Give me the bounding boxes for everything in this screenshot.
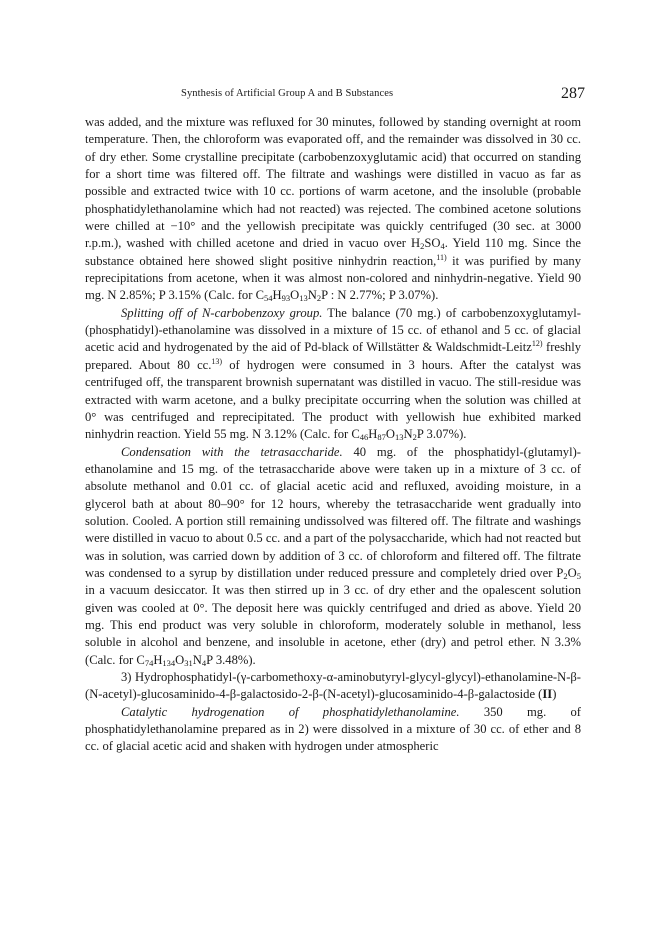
text-run: P 3.07%). <box>416 427 467 442</box>
subscript: 5 <box>576 570 581 581</box>
subscript: 54 <box>263 293 273 304</box>
text-run: P : N 2.77%; P 3.07%). <box>321 288 439 303</box>
text-run: O <box>290 288 300 303</box>
text-run: H <box>272 288 282 303</box>
bold-run: II <box>542 687 553 702</box>
subscript: 31 <box>184 657 193 668</box>
subscript: 4 <box>201 657 207 668</box>
text-run: 40 mg. of the phosphatidyl-(glutamyl)-ethanolamine and 15 mg. of the tetrasaccharide above were taken up in a mixture of 3 cc. of absolute methanol and 0.01 cc. of glacial acetic acid and refluxed, avoiding moisture, in a glycerol bath at about 80–90° for 12 hours, whereby the tetrasaccharide went gradually into solution. Cooled. A portion still remaining undissolved was filtered off. The filtrate and washings were distilled in vacuo to about 0.5 cc. and a part of the polysaccharide, which had not reacted but was in solution, was carried down by addition of 3 cc. of chloroform and filtered off. The filtrate was condensed to a syrup by distillation under reduced pressure and completely dried over P <box>85 444 581 580</box>
subscript: 2 <box>563 570 568 581</box>
paragraph-p5 <box>85 704 581 756</box>
text-run: of hydrogen were consumed in 3 hours. After the catalyst was centrifuged off, the transparent brownish supernatant was distilled in vacuo. The still-residue was extracted with warm acetone, and a bulky precipitate occurring when the solution was chilled at 0° was centrifuged and reprecipitated. The product with yellowish hue exhibited marked ninhydrin reaction. Yield 55 mg. N 3.12% (Calc. for C <box>85 357 581 442</box>
text-run: O <box>175 652 185 667</box>
italic-run: Catalytic hydrogenation of phosphatidylethanolamine. <box>121 704 460 719</box>
subscript: 2 <box>420 241 425 252</box>
text-run: freshly prepared. About 80 cc. <box>85 340 581 372</box>
subscript: 13 <box>395 432 404 443</box>
paragraph-p4 <box>85 669 581 704</box>
page-number: 287 <box>561 85 585 102</box>
page-header <box>85 85 585 108</box>
text-run: N <box>192 652 202 667</box>
text-run: . Yield 110 mg. Since the substance obtained here showed slight positive ninhydrin reaction, <box>85 236 581 268</box>
text-run: 3) Hydrophosphatidyl-(γ-carbomethoxy-α-aminobutyryl-glycyl-glycyl)-ethanolamine-N-β-(N-acetyl)-glucosaminido-4-β-galactosido-2-β-(N-acetyl)-glucosaminido-4-β-galactoside ( <box>85 670 581 702</box>
text-run: ) <box>552 687 557 702</box>
italic-run: Condensation with the tetrasaccharide. <box>121 444 343 459</box>
text-run: 350 mg. of phosphatidylethanolamine prepared as in 2) were dissolved in a mixture of 30 cc. of ether and 8 cc. of glacial acetic acid and shaken with hydrogen under atmospheric <box>85 704 581 754</box>
subscript: 87 <box>377 432 386 443</box>
text-run: N <box>307 288 317 303</box>
body-text <box>85 114 581 756</box>
text-run: The balance (70 mg.) of carbobenzoxyglutamyl-(phosphatidyl)-ethanolamine was dissolved in a mixture of 15 cc. of ethanol and 5 cc. of glacial acetic acid and hydrogenated by the aid of Pd-black of Willstätter & Waldschmidt-Leitz <box>85 305 581 355</box>
subscript: 2 <box>412 432 417 443</box>
superscript: 13) <box>211 356 223 366</box>
text-run: was added, and the mixture was refluxed for 30 minutes, followed by standing overnight at room temperature. Then, the chloroform was evaporated off, and the remainder was dissolved in 30 cc. of dry ether. Some crystalline precipitate (carbobenzoxyglutamic acid) that occurred on standing for a short time was filtered off. The filtrate and washings were distilled in vacuo as far as possible and extracted twice with 10 cc. portions of warm acetone, and the insoluble (probable phosphatidylethanolamine which had not reacted) was rejected. The combined acetone solutions were chilled at −10° and the yellowish precipitate was quickly centrifuged (30 sec. at 3000 r.p.m.), washed with chilled acetone and dried in vacuo over H <box>85 115 581 251</box>
subscript: 134 <box>162 657 176 668</box>
paragraph-p3 <box>85 444 581 669</box>
superscript: 12) <box>531 339 543 349</box>
paragraph-p2 <box>85 305 581 444</box>
subscript: 13 <box>299 293 308 304</box>
text-run: H <box>153 652 163 667</box>
text-run: in a vacuum desiccator. It was then stirred up in 3 cc. of dry ether and the opalescent solution given was cooled at 0°. The deposit here was quickly centrifuged and dried as above. Yield 20 mg. This end product was very soluble in chloroform, moderately soluble in methanol, less soluble in alcohol and benzene, and insoluble in acetone, ether (dry) and petrol ether. N 3.3% (Calc. for C <box>85 583 581 667</box>
subscript: 46 <box>359 432 369 443</box>
paragraph-p1 <box>85 114 581 305</box>
text-run: SO <box>424 236 441 251</box>
italic-run: Splitting off of N-carbobenzoxy group. <box>121 305 323 320</box>
text-run: O <box>385 427 396 442</box>
superscript: 11) <box>436 252 447 262</box>
subscript: 74 <box>144 657 154 668</box>
subscript: 93 <box>281 293 291 304</box>
text-run: O <box>567 565 577 580</box>
text-run: P 3.48%). <box>206 652 256 667</box>
subscript: 4 <box>440 241 445 252</box>
subscript: 2 <box>316 293 322 304</box>
text-run: it was purified by many reprecipitations from acetone, when it was almost non-colored and ninhydrin-negative. Yield 90 mg. N 2.85%; P 3.15% (Calc. for C <box>85 253 582 303</box>
text-run: H <box>368 427 378 442</box>
running-title: Synthesis of Artificial Group A and B Substances <box>181 88 394 99</box>
text-run: N <box>403 427 413 442</box>
